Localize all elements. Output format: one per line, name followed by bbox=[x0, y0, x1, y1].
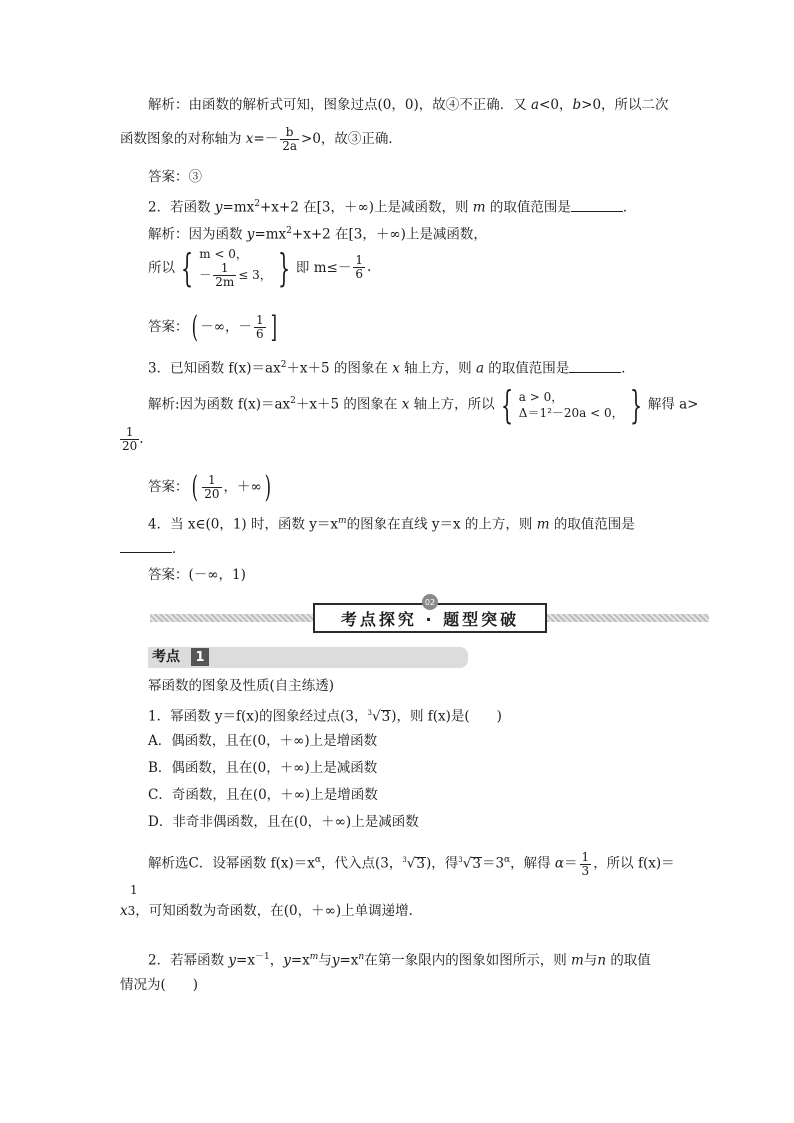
sec1-solution-cont: x3，可知函数为奇函数，在(0，＋∞)上单调递增． bbox=[120, 903, 423, 919]
sec1-q1: 1．幂函数 y＝f(x)的图象经过点(3，$^3$√3)，则 f(x)是( ) bbox=[148, 708, 502, 725]
sec1-sol-exp: 1 bbox=[130, 883, 138, 897]
sec1-title: 幂函数的图象及性质(自主练透) bbox=[148, 678, 335, 694]
answer-blank bbox=[120, 540, 172, 553]
banner-rule-right bbox=[547, 614, 709, 622]
sec1-solution: 解析选C．设幂函数 $f(x)=x^\alpha$，代入点(3，$^3$√3)，得$^3√3=3^\alpha$，解得 α＝ $\frac{1}{3}$ ，所以 f(x)＝ bbox=[148, 849, 675, 878]
q3-solution-cont: $\frac{1}{20}$ . bbox=[122, 425, 144, 453]
p1-answer: 答案：③ bbox=[148, 169, 202, 185]
sec1-option-b: B．偶函数，且在(0，＋∞)上是减函数 bbox=[148, 760, 378, 776]
sec1-option-a: A．偶函数，且在(0，＋∞)上是增函数 bbox=[148, 733, 378, 749]
q4-answer: 答案：(－∞，1) bbox=[148, 567, 246, 583]
answer-blank bbox=[571, 199, 623, 212]
q2-stem: 2．若函数 $y=mx^2+x+2$ 在[3，＋∞)上是减函数，则 m 的取值范围是 ． bbox=[148, 199, 637, 216]
section-number-badge: 02 bbox=[422, 594, 438, 610]
section-banner: 考点探究 · 题型突破 bbox=[313, 603, 547, 633]
banner-rule-left bbox=[150, 614, 313, 622]
sec1-option-c: C．奇函数，且在(0，＋∞)上是增函数 bbox=[148, 787, 378, 803]
q4-stem-cont: ． bbox=[120, 540, 186, 558]
q2-solution: 解析：因为函数 $y=mx^2+x+2$ 在[3，＋∞)上是减函数， bbox=[148, 226, 487, 243]
q2-answer: 答案：( －∞，－ $\frac{1}{6}$ ] bbox=[148, 309, 277, 345]
sec1-option-d: D．非奇非偶函数，且在(0，＋∞)上是减函数 bbox=[148, 814, 419, 830]
q3-answer: 答案：( $\frac{1}{20}$ ，＋∞) bbox=[148, 469, 271, 505]
answer-blank bbox=[569, 360, 621, 373]
q3-solution: 解析:因为函数 $f(x)=ax^2+x+5$ 的图象在 x 轴上方，所以 { a > 0， Δ＝1²－20a < 0， } 解得 a> bbox=[148, 383, 699, 427]
kaodian-label: 考点 bbox=[152, 649, 180, 665]
sec1-q2: 2．若幂函数 $y=x^{-1}$，$y=x^m$与$y=x^n$在第一象限内的图象如图所示，则 m与n 的取值 bbox=[148, 952, 651, 969]
kaodian-number: 1 bbox=[191, 648, 209, 666]
q3-stem: 3．已知函数 $f(x)=ax^2+x+5$ 的图象在 x 轴上方，则 a 的取值范围是 ． bbox=[148, 360, 635, 377]
p1-line2: 函数图象的对称轴为 x=－ $\frac{b}{2a}$ >0，故③正确． bbox=[120, 125, 402, 153]
p1-line1: 解析：由函数的解析式可知，图象过点(0，0)，故④不正确．又 a<0，b>0，所以二次 bbox=[148, 97, 669, 113]
q2-system: 所以 { m < 0， － $\frac{1}{2m}$ ≤ 3， } 即 m≤－ $\frac{1}{6}$ . bbox=[148, 245, 372, 290]
sec1-q2-cont: 情况为( ) bbox=[120, 977, 199, 993]
fraction: $\frac{b}{2a}$ bbox=[282, 125, 298, 153]
q4-stem: 4．当 x∈(0，1) 时，函数 $y=x^m$的图象在直线 y＝x 的上方，则 m 的取值范围是 bbox=[148, 516, 635, 533]
